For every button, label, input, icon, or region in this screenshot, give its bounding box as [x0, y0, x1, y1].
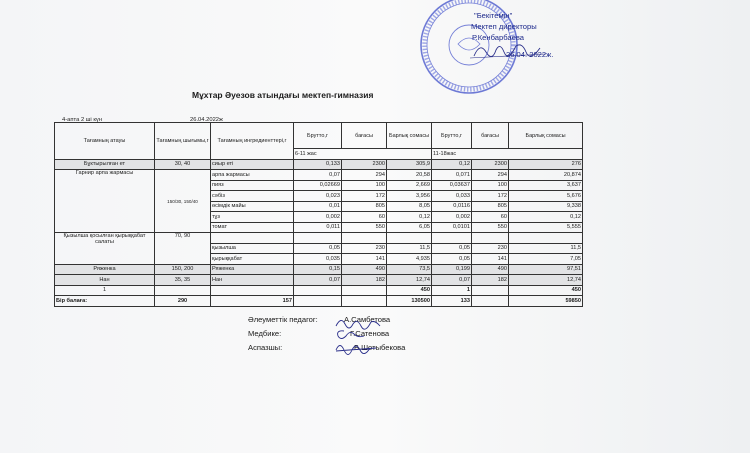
totals-sum-2: 59850 [509, 296, 583, 307]
cell-gross: 0,03637 [432, 180, 472, 191]
director-signature [466, 36, 556, 64]
header-dish: Тағамның атауы [55, 123, 155, 160]
cell-gross: 1 [432, 285, 472, 296]
age-group-2: 11-18жас [432, 149, 583, 160]
cell-total: 450 [509, 285, 583, 296]
cell-price: 2300 [342, 159, 387, 170]
cell-price [472, 285, 509, 296]
cell-gross: 0,011 [294, 222, 342, 233]
cell-total: 0,12 [387, 212, 432, 223]
cell-price: 230 [342, 243, 387, 254]
cell-gross: 0,023 [294, 191, 342, 202]
cell-total: 7,05 [509, 254, 583, 265]
cell-gross: 0,0101 [432, 222, 472, 233]
cell-gross: 0,02669 [294, 180, 342, 191]
cell-dish: Гарнир арпа жармасы [55, 170, 155, 233]
approval-director-name: Р.Кенбарбаева [472, 33, 524, 42]
menu-date: 26.04.2022ж [190, 117, 223, 123]
cell-price [472, 233, 509, 244]
cell-price: 230 [472, 243, 509, 254]
cell-price: 172 [342, 191, 387, 202]
cell-ingredient: тұз [211, 212, 294, 223]
totals-empty [342, 296, 387, 307]
cell-ingredient: сиыр еті [211, 159, 294, 170]
cell-ingredient: арпа жармасы [211, 170, 294, 181]
approval-position: Мектеп директоры [471, 22, 537, 31]
cell-yield: 150/30, 150/40 [155, 170, 211, 233]
approval-date: 26.04. 2022ж. [506, 50, 554, 59]
cell-gross: 0,15 [294, 264, 342, 275]
cell-ingredient: томат [211, 222, 294, 233]
totals-gross-2: 133 [432, 296, 472, 307]
cell-price: 550 [342, 222, 387, 233]
cell-total: 97,51 [509, 264, 583, 275]
cell-total: 11,5 [387, 243, 432, 254]
cell-gross: 0,033 [432, 191, 472, 202]
signer-name: Б.Шотыбекова [354, 343, 406, 352]
cell-gross: 0,05 [432, 243, 472, 254]
cell-dish: Ряженка [55, 264, 155, 275]
page-title: Мұхтар Әуезов атындағы мектеп-гимназия [192, 90, 374, 100]
cell-price [342, 285, 387, 296]
cell-total [509, 233, 583, 244]
cell-gross: 0,07 [294, 275, 342, 286]
cell-gross: 0,05 [432, 254, 472, 265]
cell-gross [294, 233, 342, 244]
signature-cook [334, 340, 380, 356]
cell-gross: 0,199 [432, 264, 472, 275]
header-price-2: бағасы [472, 123, 509, 149]
cell-total: 6,05 [387, 222, 432, 233]
cell-price: 490 [342, 264, 387, 275]
cell-gross: 0,07 [294, 170, 342, 181]
header-total-2: Барлық сомасы [509, 123, 583, 149]
cell-price: 805 [342, 201, 387, 212]
cell-ingredient: қырыққабат [211, 254, 294, 265]
cell-yield: 150, 200 [155, 264, 211, 275]
cell-price: 141 [472, 254, 509, 265]
cell-ingredient: қызылша [211, 243, 294, 254]
menu-table [54, 122, 583, 307]
cell-dish: Нан [55, 275, 155, 286]
cell-price: 294 [472, 170, 509, 181]
cell-total: 4,935 [387, 254, 432, 265]
signer-role: Аспазшы: [248, 343, 283, 352]
cell-price: 172 [472, 191, 509, 202]
table-row [55, 233, 583, 244]
cell-gross: 0,035 [294, 254, 342, 265]
cell-gross: 0,12 [432, 159, 472, 170]
cell-dish: Қызылша қосылған қырыққабат салаты [55, 233, 155, 265]
signer-role: Медбике: [248, 329, 282, 338]
table-row [55, 159, 583, 170]
cell-total: 0,12 [509, 212, 583, 223]
cell-ingredient [211, 285, 294, 296]
cell-dish: 1 [55, 285, 155, 296]
cell-total: 20,58 [387, 170, 432, 181]
cell-ingredient: Ряженка [211, 264, 294, 275]
cell-price: 141 [342, 254, 387, 265]
cell-ingredient: сәбіз [211, 191, 294, 202]
table-row [55, 285, 583, 296]
cell-total: 5,676 [509, 191, 583, 202]
age-group-1: 6-11 жас [294, 149, 432, 160]
cell-ingredient: өсімдік майы [211, 201, 294, 212]
cell-gross: 0,0116 [432, 201, 472, 212]
signer-name: Г.Сатенова [350, 329, 390, 338]
cell-gross: 0,002 [294, 212, 342, 223]
cell-total [387, 233, 432, 244]
approval-label: "Бекітемін" [474, 11, 513, 20]
cell-total: 12,74 [387, 275, 432, 286]
cell-yield [155, 285, 211, 296]
totals-ingredients: 157 [211, 296, 294, 307]
cell-total: 12,74 [509, 275, 583, 286]
cell-total: 276 [509, 159, 583, 170]
cell-price: 805 [472, 201, 509, 212]
cell-gross: 0,071 [432, 170, 472, 181]
cell-gross [294, 285, 342, 296]
week-label: 4-апта 2 ші күн [62, 117, 102, 123]
totals-label: Бір балаға: [55, 296, 155, 307]
cell-gross: 0,002 [432, 212, 472, 223]
header-ingredients: Тағамның ингредиенттері,г [211, 123, 294, 160]
cell-yield: 30, 40 [155, 159, 211, 170]
cell-total: 5,555 [509, 222, 583, 233]
table-row [55, 264, 583, 275]
cell-total: 8,05 [387, 201, 432, 212]
cell-ingredient [211, 233, 294, 244]
cell-price: 100 [472, 180, 509, 191]
cell-total: 73,5 [387, 264, 432, 275]
header-gross-1: Брутто,г [294, 123, 342, 149]
header-gross-2: Брутто,г [432, 123, 472, 149]
cell-gross: 0,133 [294, 159, 342, 170]
cell-total: 2,669 [387, 180, 432, 191]
cell-total: 305,9 [387, 159, 432, 170]
table-row [55, 170, 583, 181]
cell-price: 100 [342, 180, 387, 191]
cell-ingredient: Нан [211, 275, 294, 286]
totals-sum-1: 130500 [387, 296, 432, 307]
cell-total: 450 [387, 285, 432, 296]
cell-price: 550 [472, 222, 509, 233]
cell-gross: 0,07 [432, 275, 472, 286]
cell-gross: 0,05 [294, 243, 342, 254]
cell-total: 20,874 [509, 170, 583, 181]
cell-price: 60 [472, 212, 509, 223]
totals-empty [472, 296, 509, 307]
cell-price: 60 [342, 212, 387, 223]
cell-price: 294 [342, 170, 387, 181]
totals-row [55, 296, 583, 307]
totals-empty [294, 296, 342, 307]
header-total-1: Барлық сомасы [387, 123, 432, 149]
cell-price: 490 [472, 264, 509, 275]
totals-yield: 290 [155, 296, 211, 307]
table-row [55, 275, 583, 286]
cell-gross [432, 233, 472, 244]
cell-price: 2300 [472, 159, 509, 170]
signer-role: Әлеуметтік педагог: [248, 315, 318, 324]
cell-total: 3,956 [387, 191, 432, 202]
cell-yield: 35, 35 [155, 275, 211, 286]
cell-price: 182 [342, 275, 387, 286]
cell-yield: 70, 90 [155, 233, 211, 265]
cell-total: 9,338 [509, 201, 583, 212]
header-yield: Тағамның шығымы,г [155, 123, 211, 160]
cell-ingredient: пияз [211, 180, 294, 191]
cell-price: 182 [472, 275, 509, 286]
cell-gross: 0,01 [294, 201, 342, 212]
signer-name: А.Самбетова [344, 315, 391, 324]
header-price-1: бағасы [342, 123, 387, 149]
cell-total: 3,637 [509, 180, 583, 191]
cell-price [342, 233, 387, 244]
cell-total: 11,5 [509, 243, 583, 254]
cell-dish: Бұктырылған ет [55, 159, 155, 170]
